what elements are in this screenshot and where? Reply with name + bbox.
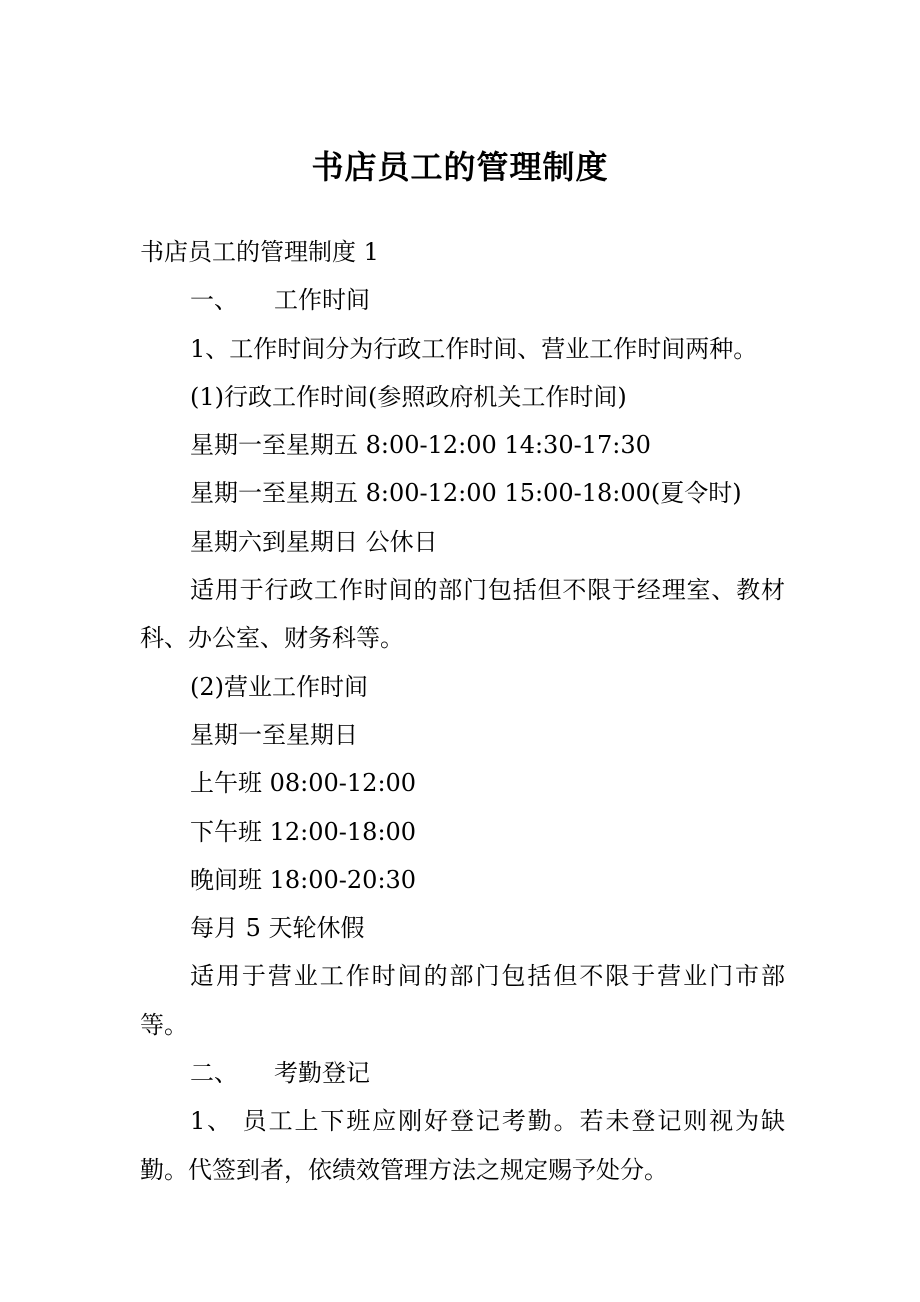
paragraph: 适用于行政工作时间的部门包括但不限于经理室、教材科、办公室、财务科等。	[140, 576, 785, 653]
document-body	[140, 228, 785, 1194]
section-title: 工作时间	[274, 286, 370, 315]
paragraph: 星期六到星期日 公休日	[190, 527, 438, 556]
document-title: 书店员工的管理制度	[311, 148, 609, 186]
paragraph: 每月 5 天轮休假	[190, 914, 365, 943]
paragraph: 晚间班 18:00-20:30	[190, 865, 417, 894]
paragraph: 下午班 12:00-18:00	[190, 817, 417, 846]
paragraph: 星期一至星期五 8:00-12:00 15:00-18:00(夏令时)	[190, 479, 742, 508]
section-number: 一、	[190, 286, 238, 315]
section-heading-work-time	[140, 276, 785, 324]
section-heading-attendance	[140, 1049, 785, 1097]
paragraph: 适用于营业工作时间的部门包括但不限于营业门市部等。	[140, 962, 785, 1039]
paragraph: (2)营业工作时间	[190, 672, 368, 701]
paragraph: (1)行政工作时间(参照政府机关工作时间)	[190, 382, 627, 411]
paragraph: 星期一至星期五 8:00-12:00 14:30-17:30	[190, 431, 651, 460]
section-number: 二、	[190, 1059, 238, 1088]
paragraph: 1、 员工上下班应刚好登记考勤。若未登记则视为缺勤。代签到者，依绩效管理方法之规定赐予处分。	[140, 1107, 785, 1184]
paragraph: 1、工作时间分为行政工作时间、营业工作时间两种。	[190, 334, 758, 363]
paragraph: 星期一至星期日	[190, 720, 358, 749]
section-title: 考勤登记	[274, 1059, 370, 1088]
document-subtitle: 书店员工的管理制度 1	[140, 238, 379, 266]
paragraph: 上午班 08:00-12:00	[190, 769, 417, 798]
